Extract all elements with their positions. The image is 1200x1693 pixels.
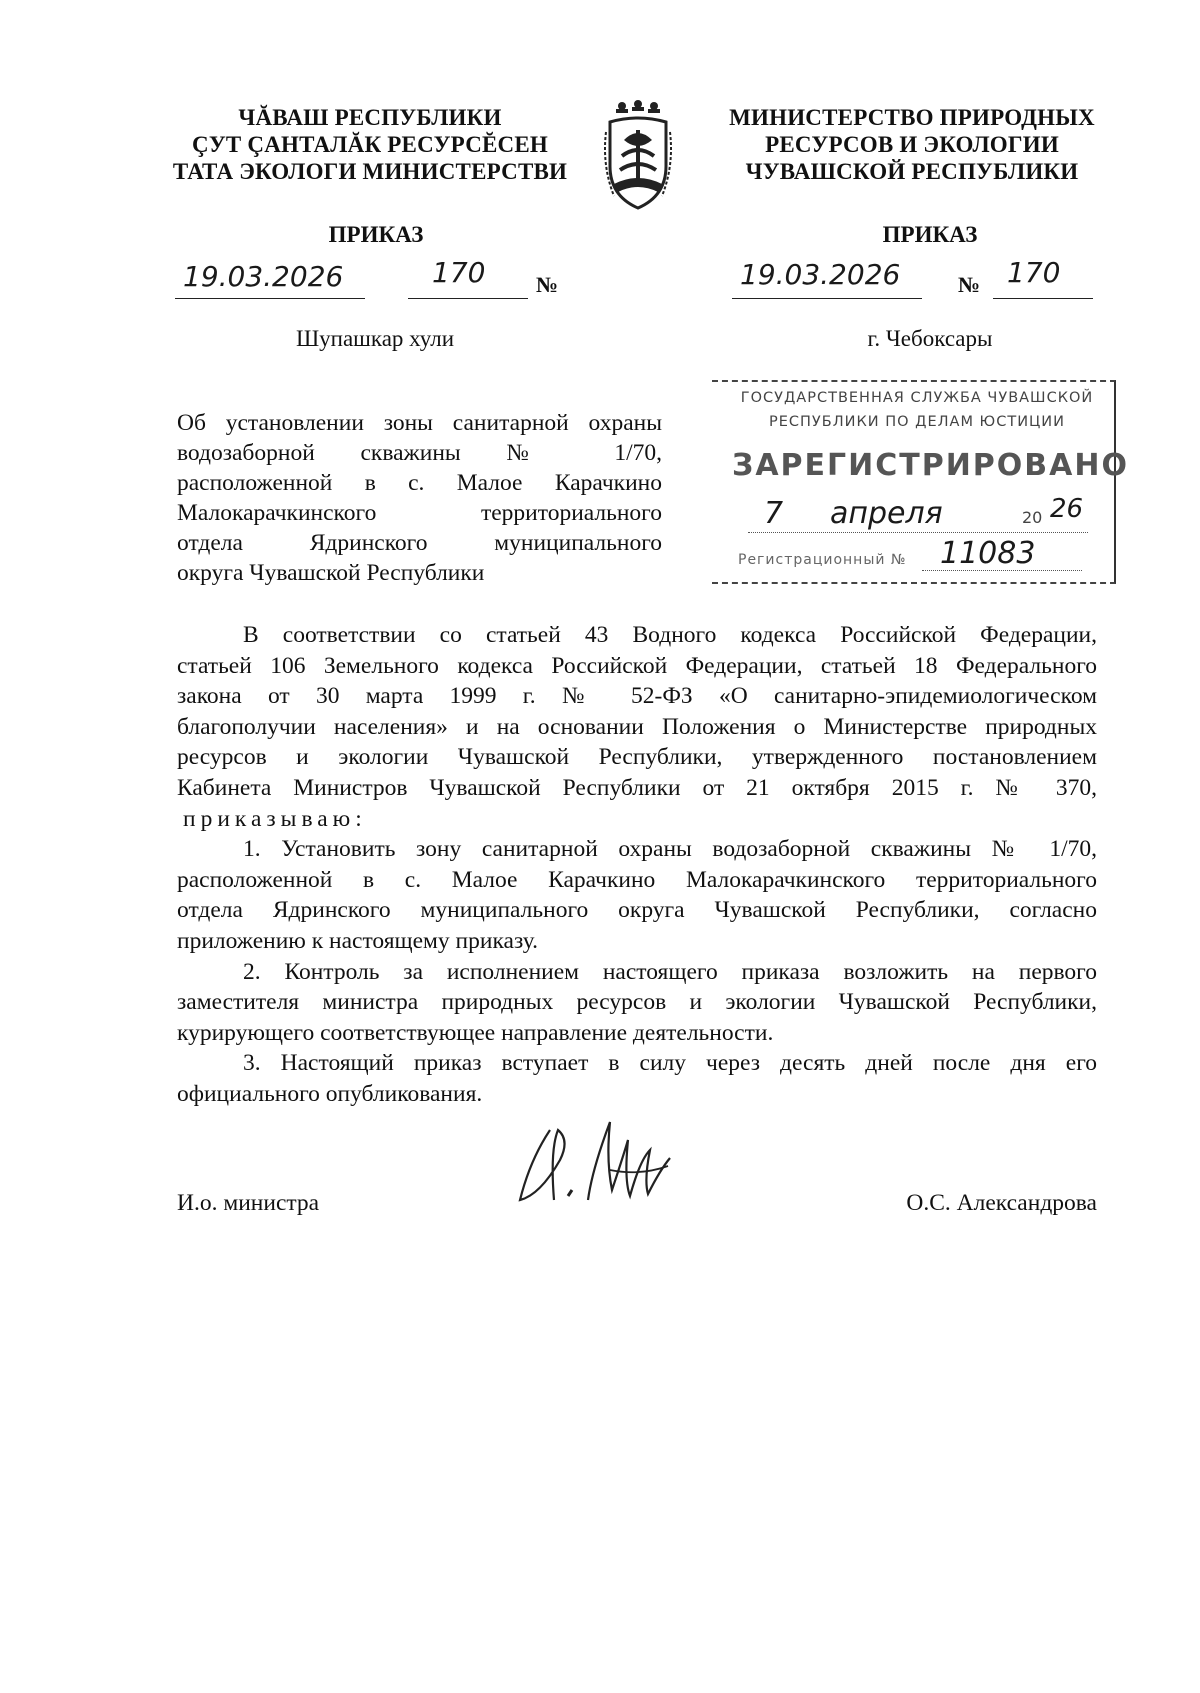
order-number-right [993,256,1093,299]
stamp-status: ЗАРЕГИСТРИРОВАНО [732,448,1129,483]
signature-name: О.С. Александрова [906,1190,1097,1216]
header-right-line-1: МИНИСТЕРСТВО ПРИРОДНЫХ [729,105,1095,130]
order-date-right-value: 19.03.2026 [740,258,901,291]
preamble-line-6: Кабинета Министров Чувашской Республики от 21 октября 2015 г. № 370, [177,774,1097,801]
item2-line-2: заместителя министра природных ресурсов и экологии Чувашской Республики, [177,989,1097,1016]
subject-line-3: расположенной в с. Малое Карачкино [177,470,662,496]
order-body [177,620,1097,1110]
preamble-line-1: В соответствии со статьей 43 Водного кодекса Российской Федерации, [243,622,1097,648]
item1-line-1: 1. Установить зону санитарной охраны водозаборной скважины № 1/70, [243,836,1097,863]
item1-line-2: расположенной в с. Малое Карачкино Малокарачкинского территориального [177,866,1097,893]
order-subject [177,408,662,588]
order-date-left-value: 19.03.2026 [183,260,344,293]
item3-line-2: официального опубликования. [177,1080,483,1107]
order-number-left-value: 170 [432,256,486,289]
item2-line-3: курирующего соответствующее направление деятельности. [177,1019,774,1046]
header-right [712,104,1112,185]
stamp-reg-row [722,536,1112,574]
signature-position: И.о. министра [177,1190,320,1216]
header-right-line-3: ЧУВАШСКОЙ РЕСПУБЛИКИ [745,159,1079,184]
item1-line-3: отдела Ядринского муниципального округа Чувашской Республики, согласно [177,897,1097,924]
handwritten-signature [510,1100,700,1220]
subject-line-5: отдела Ядринского муниципального [177,530,662,556]
subject-line-6: округа Чувашской Республики [177,560,485,586]
stamp-line-2: РЕСПУБЛИКИ ПО ДЕЛАМ ЮСТИЦИИ [768,414,1065,430]
orders-word: приказываю: [183,805,367,832]
item1-line-4: приложению к настоящему приказу. [177,927,539,954]
order-title-left: ПРИКАЗ [328,222,424,247]
stamp-line-1: ГОСУДАРСТВЕННАЯ СЛУЖБА ЧУВАШСКОЙ [740,390,1094,406]
stamp-day: 7 [764,496,784,531]
item3-line-1: 3. Настоящий приказ вступает в силу через десять дней после дня его [243,1050,1097,1077]
city-right: г. Чебоксары [867,326,993,351]
order-title-right: ПРИКАЗ [882,222,978,247]
order-number-right-value: 170 [1007,256,1061,289]
item2-line-1: 2. Контроль за исполнением настоящего приказа возложить на первого [243,958,1097,985]
order-date-left [175,262,365,299]
order-number-left [408,256,528,299]
subject-line-1: Об установлении зоны санитарной охраны [177,410,662,436]
preamble-line-2: статьей 106 Земельного кодекса Российской Федерации, статьей 18 Федерального [177,652,1097,679]
order-date-right [732,258,922,299]
subject-line-2: водозаборной скважины № 1/70, [177,440,662,466]
header-left-line-1: ЧĂВАШ РЕСПУБЛИКИ [238,105,502,130]
stamp-date-row [722,494,1112,536]
stamp-year-prefix: 20 [1022,508,1043,527]
subject-line-4: Малокарачкинского территориального [177,500,662,526]
stamp-year: 26 [1050,494,1084,524]
preamble-line-3: закона от 30 марта 1999 г. № 52-ФЗ «О санитарно-эпидемиологическом [177,683,1097,710]
stamp-date-underline [748,532,1088,533]
stamp-month: апреля [830,496,943,531]
number-sign-right: № [958,272,981,297]
preamble-line-5: ресурсов и экологии Чувашской Республики, утвержденного постановлением [177,744,1097,771]
chuvash-emblem-icon [600,96,676,214]
registration-stamp [712,380,1129,584]
stamp-reg-number: 11083 [940,536,1036,571]
header-left [150,104,590,185]
city-left: Шупашкар хули [295,326,455,351]
stamp-reg-label: Регистрационный № [738,552,907,568]
header-right-line-2: РЕСУРСОВ И ЭКОЛОГИИ [765,132,1059,157]
number-sign-left: № [536,272,559,297]
header-left-line-3: ТАТА ЭКОЛОГИ МИНИСТЕРСТВИ [172,159,568,184]
preamble-line-4: благополучии населения» и на основании Положения о Министерстве природных [177,713,1097,740]
header-left-line-2: ÇУТ ÇАНТАЛĂК РЕСУРСĔСЕН [192,132,548,157]
